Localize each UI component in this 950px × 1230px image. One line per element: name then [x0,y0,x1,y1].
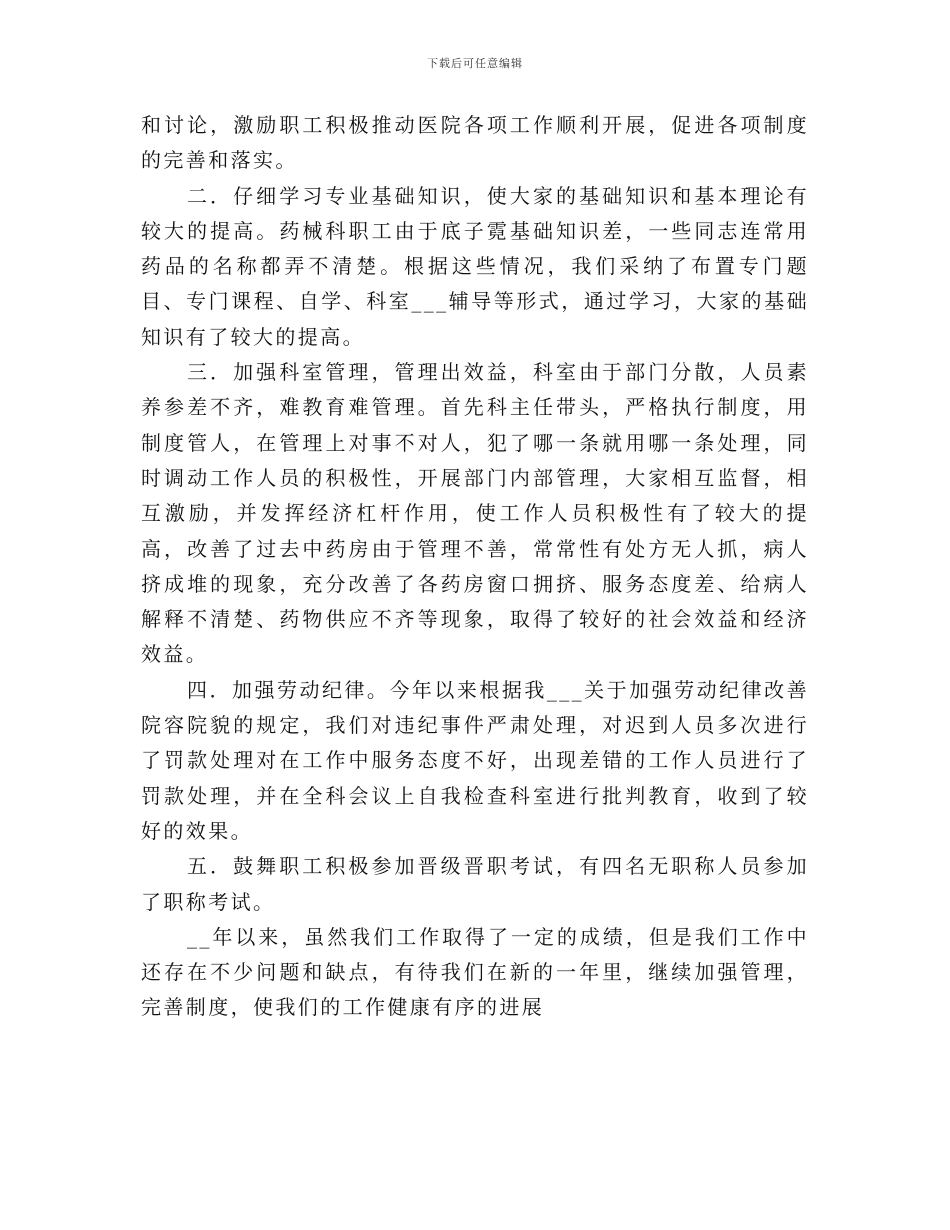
paragraph-conclusion: __年以来，虽然我们工作取得了一定的成绩，但是我们工作中还存在不少问题和缺点，有待我们在新的一年里，继续加强管理，完善制度，使我们的工作健康有序的进展 [141,924,809,1020]
page-header-note: 下载后可任意编辑 [427,57,523,70]
paragraph-section-three: 三．加强科室管理，管理出效益，科室由于部门分散，人员素养参差不齐，难教育难管理。首先科主任带头，严格执行制度，用制度管人，在管理上对事不对人，犯了哪一条就用哪一条处理，同时调动工作人员的积极性，开展部门内部管理，大家相互监督，相互激励，并发挥经济杠杆作用，使工作人员积极性有了较大的提高，改善了过去中药房由于管理不善，常常性有处方无人抓，病人挤成堆的现象，充分改善了各药房窗口拥挤、服务态度差、给病人解释不清楚、药物供应不齐等现象，取得了较好的社会效益和经济效益。 [141,360,809,667]
paragraph-section-four: 四．加强劳动纪律。今年以来根据我___关于加强劳动纪律改善院容院貌的规定，我们对违纪事件严肃处理，对迟到人员多次进行了罚款处理对在工作中服务态度不好，出现差错的工作人员进行了罚款处理，并在全科会议上自我检查科室进行批判教育，收到了较好的效果。 [141,677,809,843]
paragraph-section-two: 二．仔细学习专业基础知识，使大家的基础知识和基本理论有较大的提高。药械科职工由于底子霓基础知识差，一些同志连常用药品的名称都弄不清楚。根据这些情况，我们采纳了布置专门题目、专门课程、自学、科室___辅导等形式，通过学习，大家的基础知识有了较大的提高。 [141,183,809,349]
paragraph-section-five: 五．鼓舞职工积极参加晋级晋职考试，有四名无职称人员参加了职称考试。 [141,854,809,914]
paragraph-continuation: 和讨论，激励职工积极推动医院各项工作顺利开展，促进各项制度的完善和落实。 [141,113,809,173]
document-body [141,108,809,1026]
